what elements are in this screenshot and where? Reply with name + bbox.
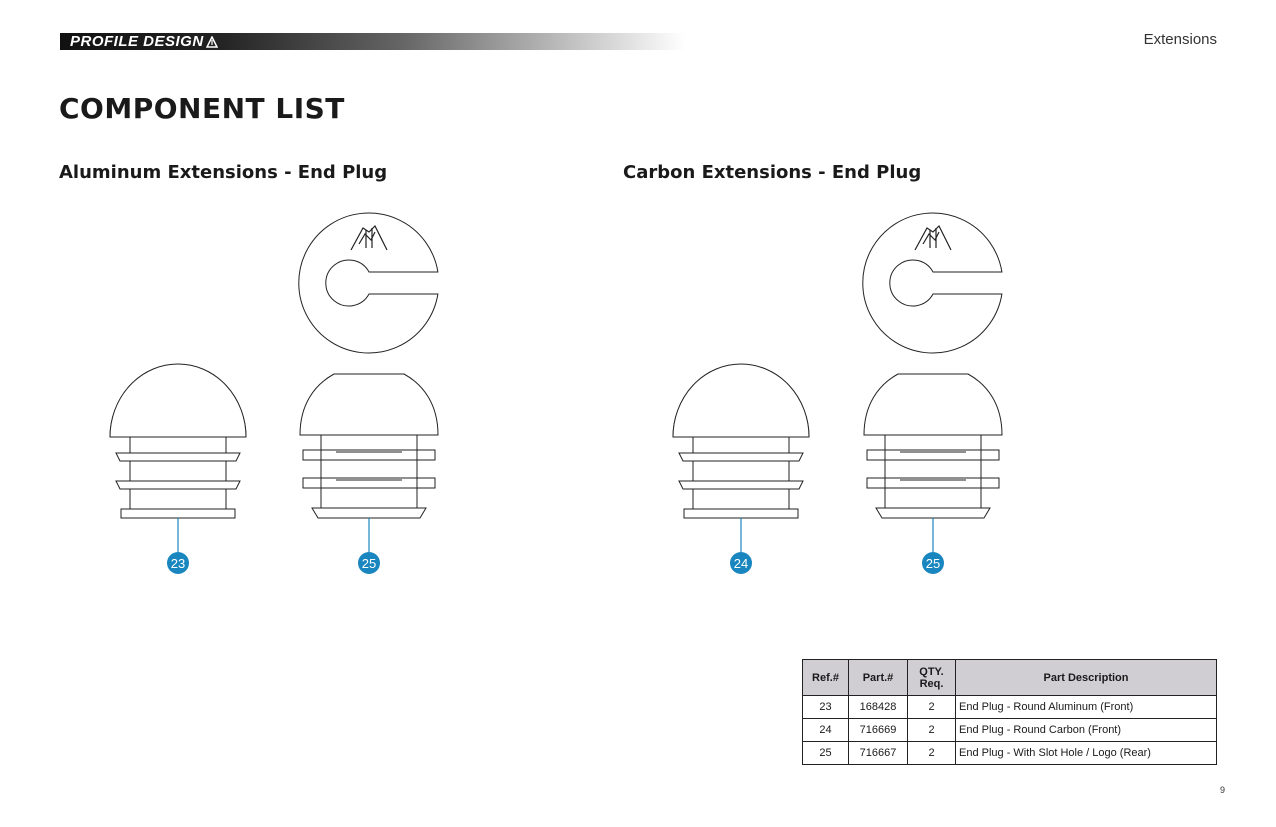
header-qty: QTY. Req. (908, 660, 956, 696)
carbon-slot-disc-drawing (863, 213, 1002, 353)
header-description: Part Description (956, 660, 1217, 696)
cell-description: End Plug - With Slot Hole / Logo (Rear) (956, 742, 1217, 765)
cell-part: 716667 (849, 742, 908, 765)
page-number: 9 (1220, 785, 1226, 795)
callout-23 (167, 518, 189, 574)
cell-description: End Plug - Round Carbon (Front) (956, 719, 1217, 742)
table-row (803, 719, 1217, 742)
carbon-round-plug-drawing (673, 364, 809, 518)
aluminum-round-plug-drawing (110, 364, 246, 518)
callout-25-aluminum (358, 518, 380, 574)
table-row (803, 696, 1217, 719)
cell-qty: 2 (908, 719, 956, 742)
callout-label: 23 (170, 556, 186, 571)
callout-24 (730, 518, 752, 574)
page-title: COMPONENT LIST (59, 92, 345, 125)
callout-label: 24 (733, 556, 749, 571)
cell-part: 716669 (849, 719, 908, 742)
callout-label: 25 (361, 556, 377, 571)
table-row (803, 742, 1217, 765)
cell-description: End Plug - Round Aluminum (Front) (956, 696, 1217, 719)
cell-qty: 2 (908, 696, 956, 719)
table-header-row (803, 660, 1217, 696)
cell-ref: 25 (803, 742, 849, 765)
header-ref: Ref.# (803, 660, 849, 696)
section-name: Extensions (1143, 31, 1217, 48)
aluminum-heading: Aluminum Extensions - End Plug (59, 162, 388, 183)
carbon-heading: Carbon Extensions - End Plug (623, 162, 922, 183)
cell-ref: 23 (803, 696, 849, 719)
cell-part: 168428 (849, 696, 908, 719)
cell-ref: 24 (803, 719, 849, 742)
cell-qty: 2 (908, 742, 956, 765)
aluminum-slot-disc-drawing (299, 213, 438, 353)
parts-table (802, 659, 1217, 765)
header-part: Part.# (849, 660, 908, 696)
carbon-slot-plug-drawing (864, 374, 1002, 518)
callout-label: 25 (925, 556, 941, 571)
brand-name: PROFILE DESIGN (70, 33, 204, 50)
aluminum-slot-plug-drawing (300, 374, 438, 518)
callout-25-carbon (922, 518, 944, 574)
